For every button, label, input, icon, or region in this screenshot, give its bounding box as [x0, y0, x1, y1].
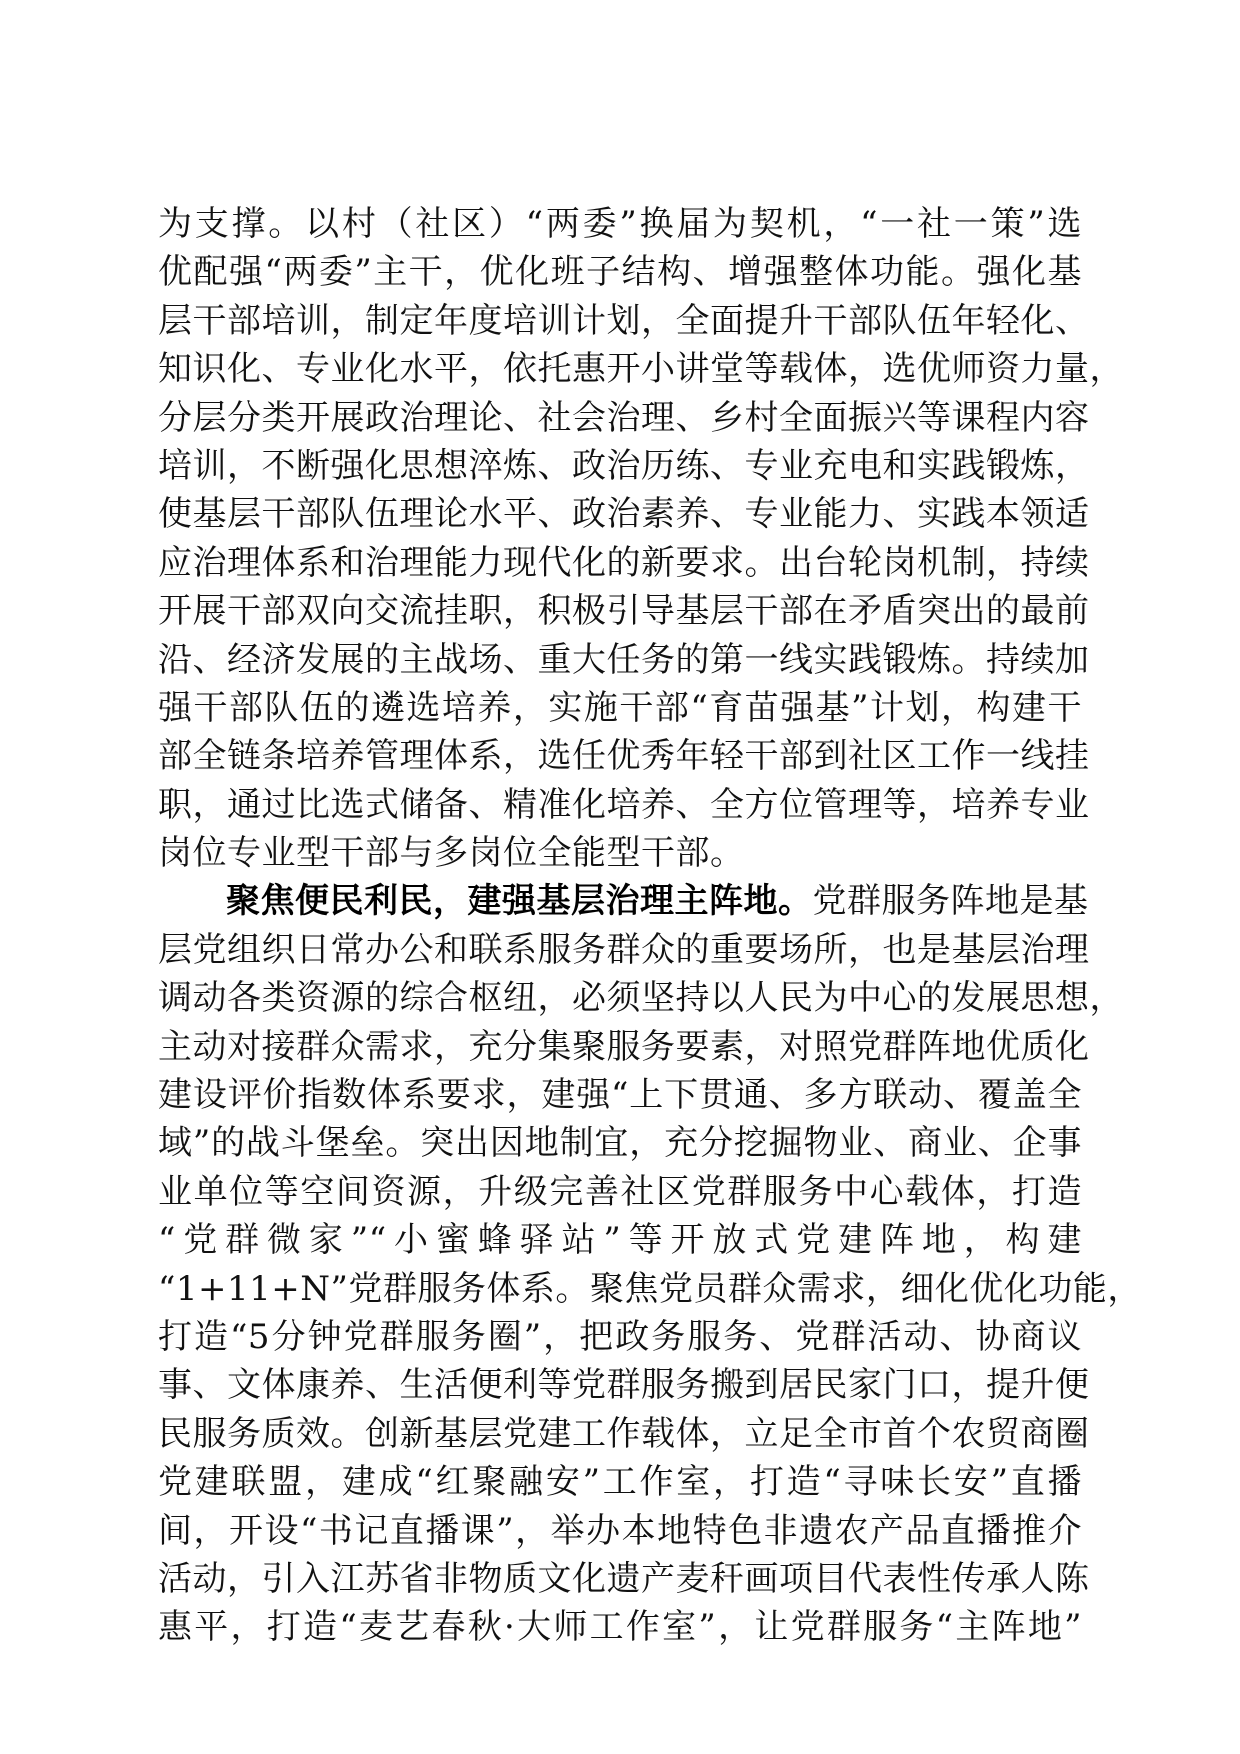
text-line: 岗位专业型干部与多岗位全能型干部。 — [158, 833, 745, 874]
text-line: 域”的战斗堡垒。突出因地制宜，充分挖掘物业、商业、企事 — [158, 1123, 1082, 1164]
paragraph-cadre-training — [158, 200, 1124, 877]
text-line: 开展干部双向交流挂职，积极引导基层干部在矛盾突出的最前 — [158, 591, 1090, 632]
paragraph-service-position — [158, 877, 1142, 1651]
text-line: 层干部培训，制定年度培训计划，全面提升干部队伍年轻化、 — [158, 300, 1090, 341]
text-line: 民服务质效。创新基层党建工作载体，立足全市首个农贸商圈 — [158, 1413, 1090, 1454]
text-line: 打造“5分钟党群服务圈”，把政务服务、党群活动、协商议 — [158, 1316, 1082, 1357]
text-line: 强干部队伍的遴选培养，实施干部“育苗强基”计划，构建干 — [158, 687, 1082, 728]
text-line: 建设评价指数体系要求，建强“上下贯通、多方联动、覆盖全 — [158, 1075, 1082, 1116]
text-line: 部全链条培养管理体系，选任优秀年轻干部到社区工作一线挂 — [158, 736, 1090, 777]
text-line: 知识化、专业化水平，依托惠开小讲堂等载体，选优师资力量， — [158, 349, 1124, 390]
text-line: 惠平，打造“麦艺春秋·大师工作室”，让党群服务“主阵地” — [158, 1607, 1082, 1648]
text-line: “党群微家”“小蜜蜂驿站”等开放式党建阵地，构建 — [158, 1220, 1082, 1261]
text-line: 事、文体康养、生活便利等党群服务搬到居民家门口，提升便 — [158, 1365, 1090, 1406]
paragraph-first-line — [158, 877, 1089, 925]
text-line: 培训，不断强化思想淬炼、政治历练、专业充电和实践锻炼， — [158, 445, 1090, 486]
text-line: 层党组织日常办公和联系服务群众的重要场所，也是基层治理 — [158, 929, 1090, 970]
text-line: 活动，引入江苏省非物质文化遗产麦秆画项目代表性传承人陈 — [158, 1558, 1090, 1599]
text-line: 业单位等空间资源，升级完善社区党群服务中心载体，打造 — [158, 1171, 1082, 1212]
text-line: 主动对接群众需求，充分集聚服务要素，对照党群阵地优质化 — [158, 1026, 1090, 1067]
text-line: 沿、经济发展的主战场、重大任务的第一线实践锻炼。持续加 — [158, 639, 1090, 680]
text-run: 党群服务阵地是基 — [812, 881, 1089, 922]
text-line: 分层分类开展政治理论、社会治理、乡村全面振兴等课程内容 — [158, 397, 1090, 438]
text-line: “1+11+N”党群服务体系。聚焦党员群众需求，细化优化功能， — [158, 1268, 1142, 1309]
text-line: 优配强“两委”主干，优化班子结构、增强整体功能。强化基 — [158, 252, 1082, 293]
text-line: 党建联盟，建成“红聚融安”工作室，打造“寻味长安”直播 — [158, 1462, 1082, 1503]
text-line: 为支撑。以村（社区）“两委”换届为契机，“一社一策”选 — [158, 204, 1082, 244]
text-line: 间，开设“书记直播课”，举办本地特色非遗农产品直播推介 — [158, 1510, 1082, 1551]
document-body — [158, 200, 1142, 1652]
text-line: 使基层干部队伍理论水平、政治素养、专业能力、实践本领适 — [158, 494, 1090, 535]
text-line: 应治理体系和治理能力现代化的新要求。出台轮岗机制，持续 — [158, 542, 1090, 583]
paragraph-heading: 聚焦便民利民，建强基层治理主阵地。 — [226, 881, 813, 922]
text-line: 调动各类资源的综合枢纽，必须坚持以人民为中心的发展思想， — [158, 978, 1124, 1019]
text-line: 职，通过比选式储备、精准化培养、全方位管理等，培养专业 — [158, 784, 1090, 825]
